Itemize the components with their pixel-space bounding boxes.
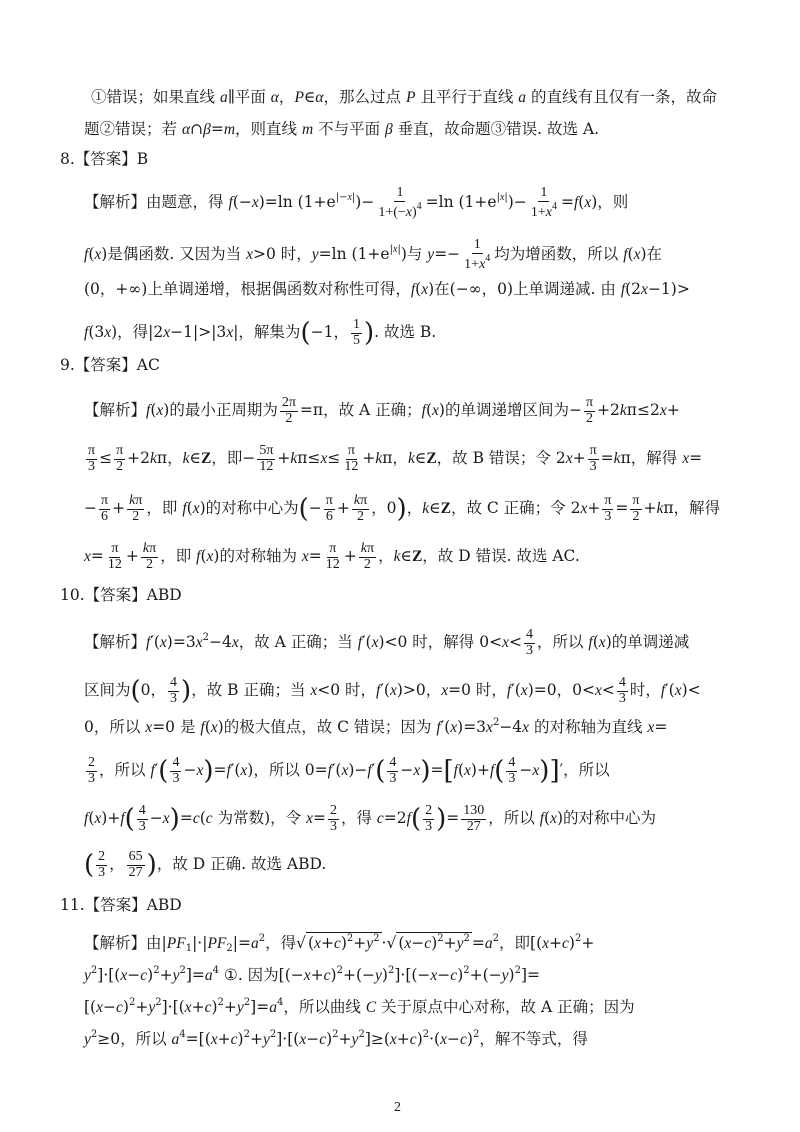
q8-analysis-line-2: f(x)是偶函数. 又因为当 x>0 时，y=ln $(1+e^{|x|})$与 y=− $\frac{1}{1+x^4}$ 均为增函数，所以 f(x)在	[84, 237, 663, 272]
q8-analysis-line-3: (0，+∞)上单调递增，根据偶函数对称性可得，f(x)在(−∞，0)上单调递减. 由 f(2x−1)>	[84, 280, 690, 298]
q11-analysis-line-4: $y^2\ge 0$，所以 $a^4=[(x+c)^2+y^2]\cdot[(x-c)^2+y^2]\ge(x+c)^2\cdot(x-c)^2$，解不等式，得	[84, 1029, 588, 1048]
q10-analysis-line-4: $\frac{2}{3}$ ，所以 f′( $\frac{4}{3}$ −x)=f′(x)，所以 0=f′(x)−f′( $\frac{4}{3}$ −x)=[f(x)+f( $\frac{4}{3}$ −x)]′，所以	[88, 755, 610, 787]
q9-analysis-line-1: 【解析】f(x)的最小正周期为 $\frac{2\pi}{2}$ =π，故 A 正确；f(x)的单调递增区间为− $\frac{\pi}{2}$ +2kπ≤2x+	[84, 395, 680, 426]
q10-analysis-line-1: 【解析】$f'(x)=3x^2-4x$，故 A 正确；当 f′(x)<0 时，解得 0<x< $\frac{4}{3}$ ，所以 f(x)的单调递减	[84, 627, 690, 658]
q10-analysis-line-5: f(x)+f( $\frac{4}{3}$ −x)=c(c 为常数)，令 x= $\frac{2}{3}$ ，得 c=2f( $\frac{2}{3}$ )= $\frac{130}{27}$ ，所以 f(x)的对称中心为	[84, 803, 657, 835]
q11-analysis-line-3: $[(x-c)^2+y^2]\cdot[(x+c)^2+y^2]=a^4$，所以曲线 C 关于原点中心对称，故 A 正确；因为	[84, 997, 635, 1016]
q10-answer-heading: 10.【答案】ABD	[60, 586, 182, 604]
q7-text-line-2: 题②错误；若 α∩β=m，则直线 m 不与平面 β 垂直，故命题③错误. 故选 A.	[84, 120, 600, 138]
q9-analysis-line-4: x= $\frac{\pi}{12}$ + $\frac{k\pi}{2}$ ，即 f(x)的对称轴为 x= $\frac{\pi}{12}$ + $\frac{k\pi}{2}$ ，k∈Z，故 D 错误. 故选 AC.	[84, 541, 580, 572]
q8-analysis-line-1: 【解析】由题意，得 f(−x)=ln $(1+e^{|-x|})-$ $\frac{1}{1+(-x)^4}$ =ln $(1+e^{|x|})-$ $\frac{1}{1+x^4}$ =f(x)，则	[84, 185, 629, 220]
q9-answer-heading: 9.【答案】AC	[60, 356, 160, 374]
q8-analysis-line-4: f(3x)，得|2x−1|>|3x|，解集为(−1， $\frac{1}{5}$ ). 故选 B.	[84, 317, 437, 349]
q10-analysis-line-6: ( $\frac{2}{3}$ ， $\frac{65}{27}$ )，故 D 正确. 故选 ABD.	[84, 849, 327, 881]
q11-analysis-line-2: $y^2]\cdot[(x-c)^2+y^2]=a^4$ ①. 因为$[(-x+c)^2+(-y)^2]\cdot[(-x-c)^2+(-y)^2]=$	[84, 965, 541, 984]
q9-analysis-line-2: $\frac{\pi}{3}$ ≤ $\frac{\pi}{2}$ +2kπ，k∈Z，即− $\frac{5\pi}{12}$ +kπ≤x≤ $\frac{\pi}{12}$ +kπ，k∈Z，故 B 错误；令 2x+ $\frac{\pi}{3}$ =kπ，解得 x=	[88, 443, 703, 474]
q11-answer-heading: 11.【答案】ABD	[60, 896, 182, 914]
q10-analysis-line-3: 0，所以 x=0 是 f(x)的极大值点，故 C 错误；因为 $f'(x)=3x^2-4x$ 的对称轴为直线 x=	[84, 717, 668, 736]
q10-analysis-line-2: 区间为(0， $\frac{4}{3}$ )，故 B 正确；当 x<0 时，f′(x)>0，x=0 时，f′(x)=0，0<x< $\frac{4}{3}$ 时，f′(x)<	[84, 675, 701, 707]
q9-analysis-line-3: − $\frac{\pi}{6}$ + $\frac{k\pi}{2}$ ，即 f(x)的对称中心为(− $\frac{\pi}{6}$ + $\frac{k\pi}{2}$ ，0)，k∈Z，故 C 正确；令 2x+ $\frac{\pi}{3}$ = $\frac{\pi}{2}$ +kπ，解得	[84, 493, 721, 525]
page-number: 2	[394, 1100, 401, 1115]
q8-answer-heading: 8.【答案】B	[60, 150, 149, 168]
q7-text-line-1: ①错误；如果直线 a∥平面 α，P∈α，那么过点 P 且平行于直线 a 的直线有且仅有一条，故命	[91, 88, 717, 106]
q11-analysis-line-1: 【解析】由$|PF_1|\cdot|PF_2|=a^2$，得√ $(x+c)^2+y^2$ ·√ $(x-c)^2+y^2 =a^2$，即[$(x+c)^2+$	[84, 933, 595, 954]
